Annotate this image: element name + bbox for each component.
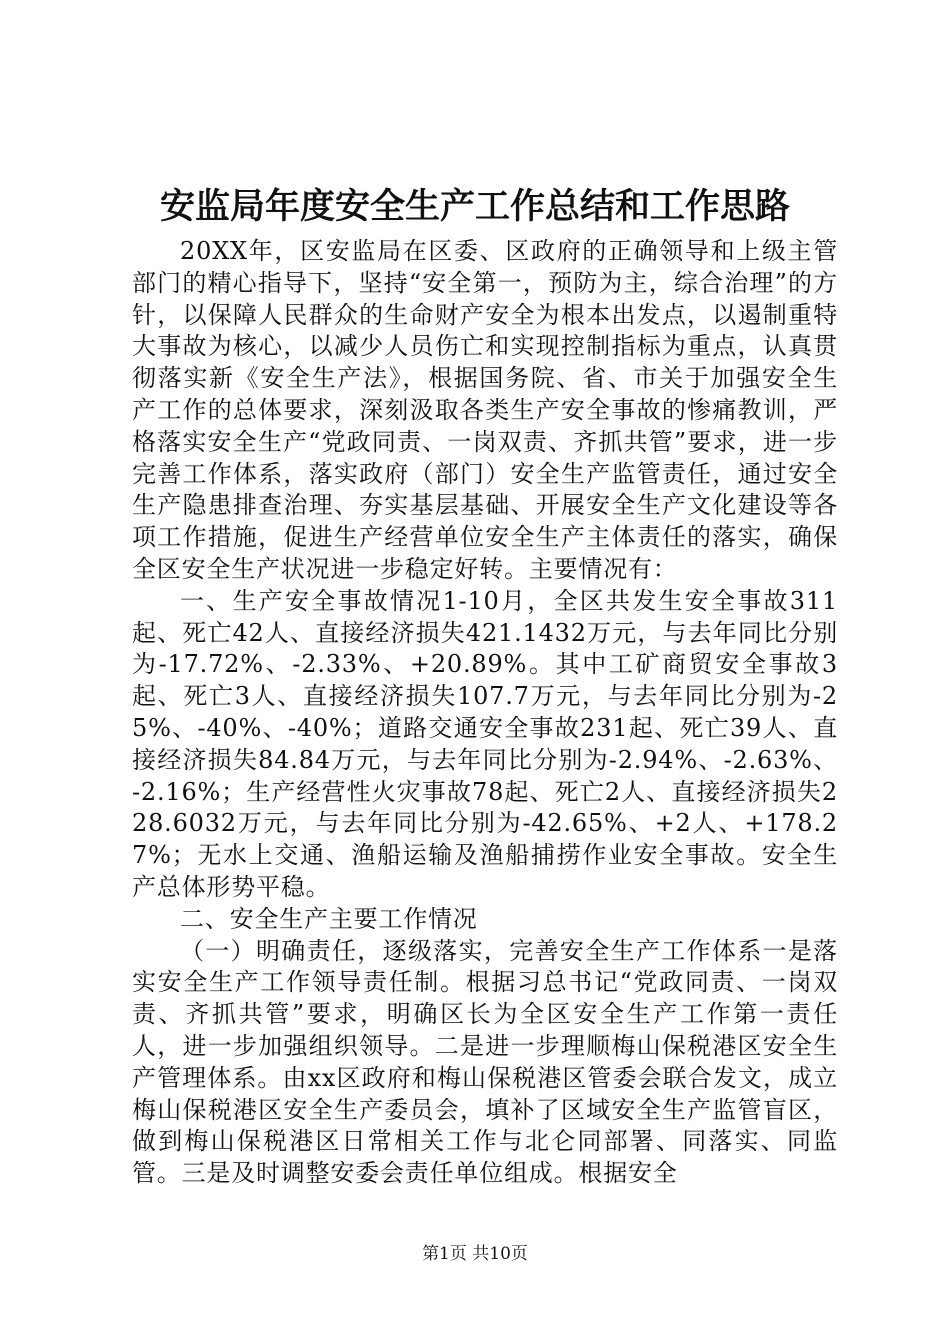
paragraph-responsibility: （一）明确责任，逐级落实，完善安全生产工作体系一是落实安全生产工作领导责任制。根据习总书记“党政同责、一岗双责、齐抓共管”要求，明确区长为全区安全生产工作第一责任人，进一步加强组织领导。二是进一步理顺梅山保税港区安全生产管理体系。由xx区政府和梅山保税港区管委会联合发文，成立梅山保税港区安全生产委员会，填补了区域安全生产监管盲区，做到梅山保税港区日常相关工作与北仑同部署、同落实、同监管。三是及时调整安委会责任单位组成。根据安全 xyxy=(132,936,838,1188)
paragraph-intro: 20XX年，区安监局在区委、区政府的正确领导和上级主管部门的精心指导下，坚持“安全第一，预防为主，综合治理”的方针，以保障人民群众的生命财产安全为根本出发点，以遏制重特大事故为核心，以减少人员伤亡和实现控制指标为重点，认真贯彻落实新《安全生产法》，根据国务院、省、市关于加强安全生产工作的总体要求，深刻汲取各类生产安全事故的惨痛教训，严格落实安全生产“党政同责、一岗双责、齐抓共管”要求，进一步完善工作体系，落实政府（部门）安全生产监管责任，通过安全生产隐患排查治理、夯实基层基础、开展安全生产文化建设等各项工作措施，促进生产经营单位安全生产主体责任的落实，确保全区安全生产状况进一步稳定好转。主要情况有： xyxy=(132,237,838,583)
section-heading-main-work: 二、安全生产主要工作情况 xyxy=(180,904,478,933)
page-footer: 第1页 共10页 xyxy=(422,1244,528,1264)
paragraph-accident-stats: 一、生产安全事故情况1-10月，全区共发生安全事故311起、死亡42人、直接经济损失421.1432万元，与去年同比分别为-17.72%、-2.33%、+20.89%。其中工矿商贸安全事故3起、死亡3人、直接经济损失107.7万元，与去年同比分别为-25%、-40%、-40%；道路交通安全事故231起、死亡39人、直接经济损失84.84万元，与去年同比分别为-2.94%、-2.63%、-2.16%；生产经营性火灾事故78起、死亡2人、直接经济损失228.6032万元，与去年同比分别为-42.65%、+2人、+178.27%；无水上交通、渔船运输及渔船捕捞作业安全事故。安全生产总体形势平稳。 xyxy=(132,586,838,901)
document-body xyxy=(132,236,838,1190)
document-title: 安监局年度安全生产工作总结和工作思路 xyxy=(159,186,790,227)
